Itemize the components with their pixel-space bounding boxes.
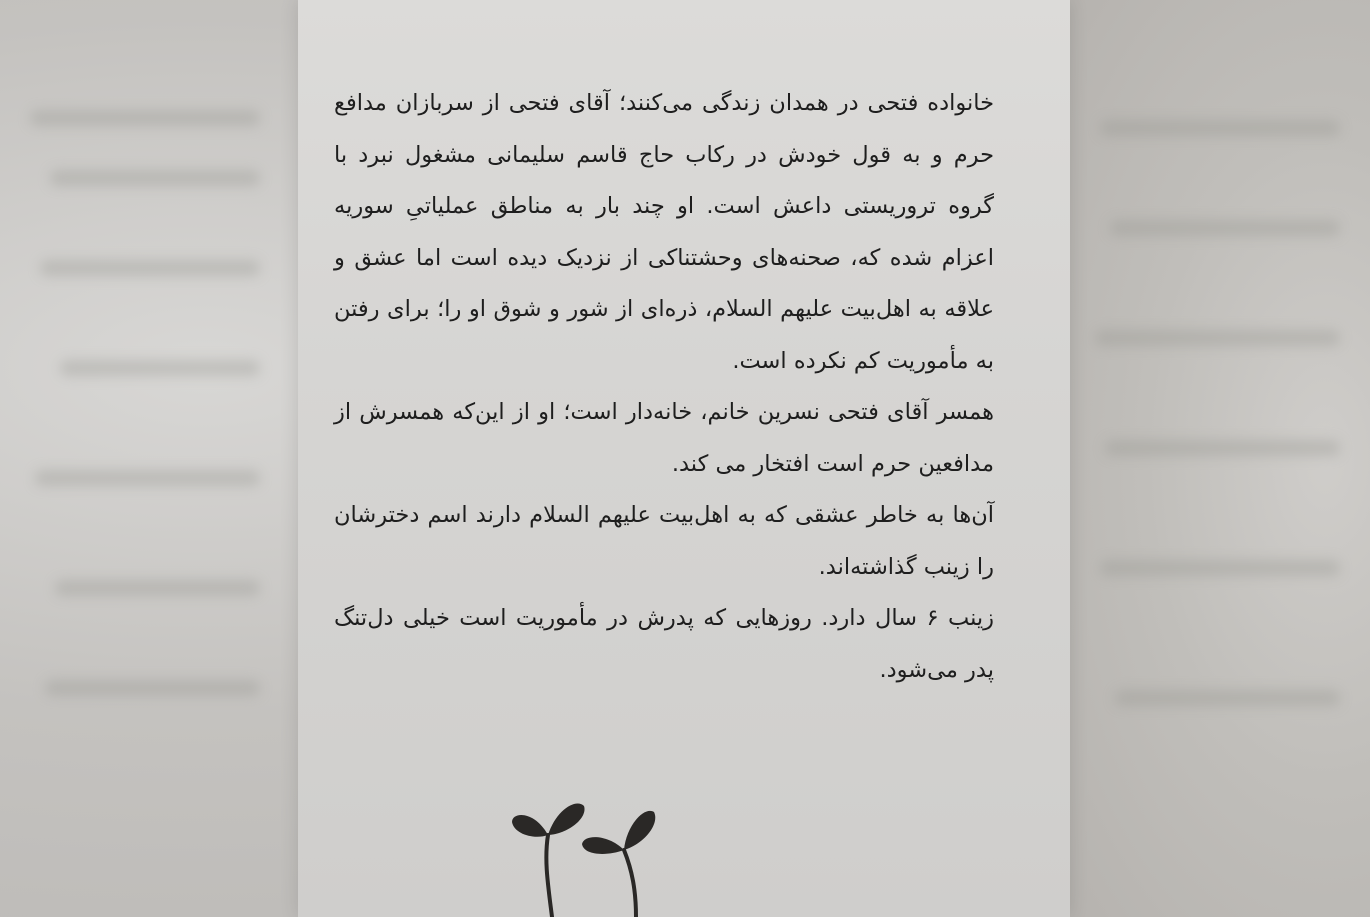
paragraph-4: زینب ۶ سال دارد. روزهایی که پدرش در مأموریت است خیلی دل‌تنگ پدر می‌شود. <box>334 605 994 683</box>
paragraph-1: خانواده فتحی در همدان زندگی می‌کنند؛ آقای فتحی از سربازان مدافع حرم و به قول خودش در رکاب حاج قاسم سلیمانی مشغول نبرد با گروه تروریستی داعش است. او چند بار به مناطق عملیاتیِ سوریه اعزام شده که، صحنه‌های وحشتناکی از نزدیک دیده است اما عشق و علاقه به اهل‌بیت علیهم السلام، ذره‌ای از شور و شوق او را؛ برای رفتن به مأموریت کم نکرده است. <box>334 90 994 374</box>
story-text <box>334 78 994 696</box>
sprout-icon <box>504 790 664 917</box>
background-right <box>1070 0 1370 917</box>
paragraph-3: آن‌ها به خاطر عشقی که به اهل‌بیت علیهم السلام دارند اسم دخترشان را زینب گذاشته‌اند. <box>334 502 994 580</box>
book-page <box>298 0 1070 917</box>
paragraph-2: همسر آقای فتحی نسرین خانم، خانه‌دار است؛ او از این‌که همسرش از مدافعین حرم است افتخار می کند. <box>334 399 994 477</box>
